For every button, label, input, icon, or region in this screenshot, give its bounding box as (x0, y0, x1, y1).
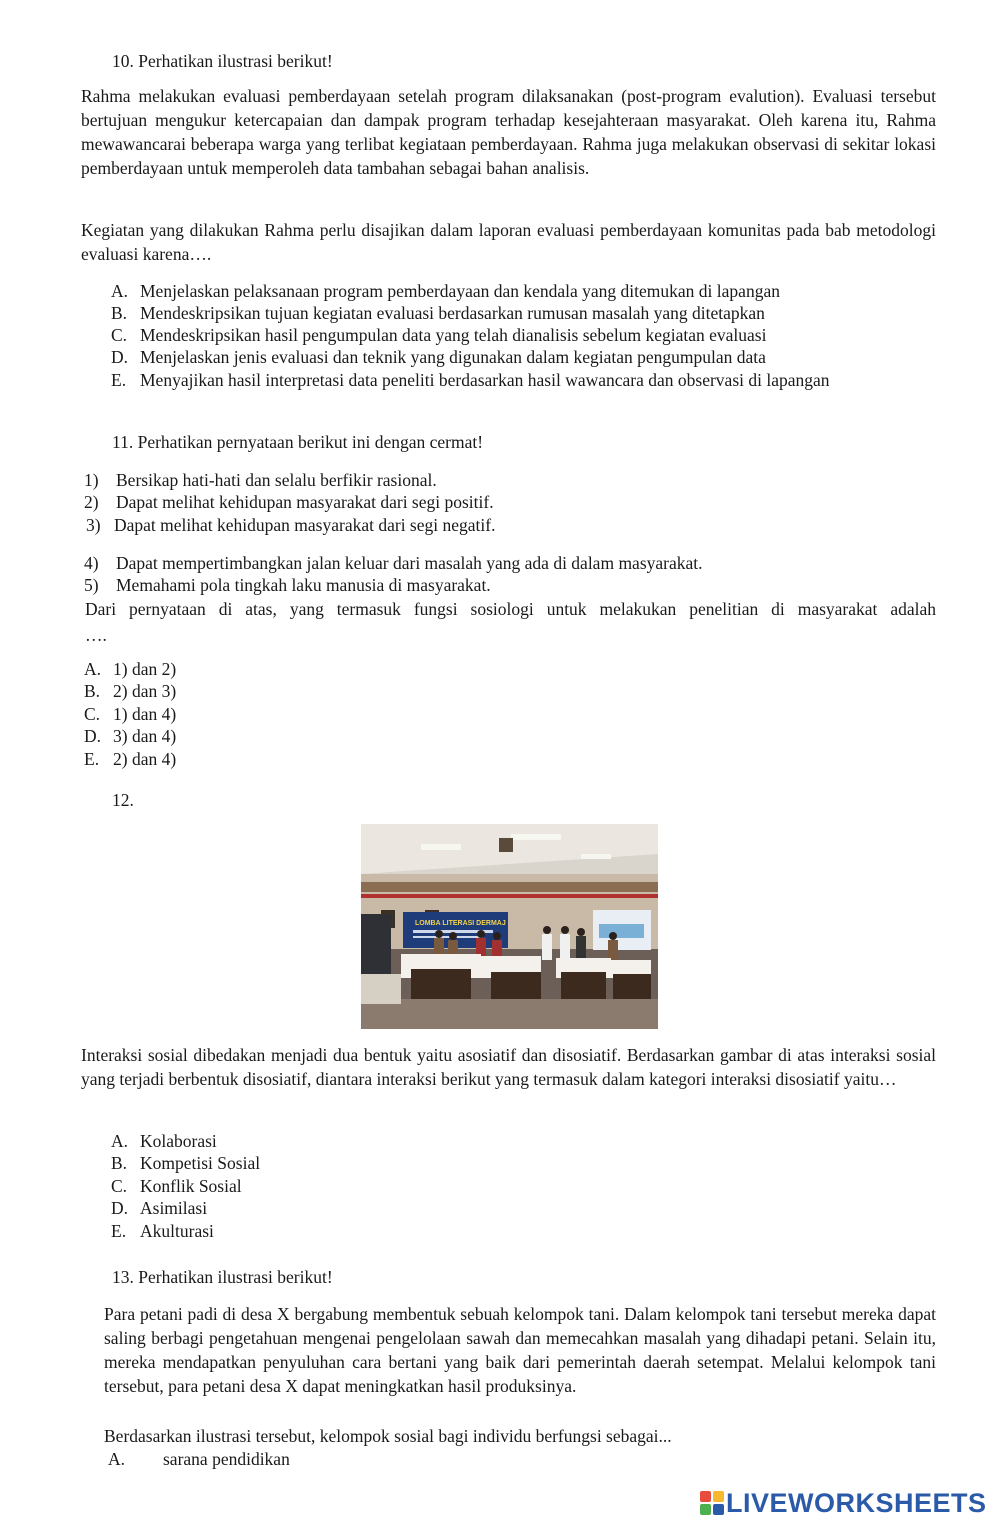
photo-illustration (361, 824, 658, 1029)
q11-option-b[interactable]: B. 2) dan 3) (84, 681, 177, 701)
q11-statement-3: 3) Dapat melihat kehidupan masyarakat dari segi negatif. (86, 515, 496, 535)
q13-paragraph: Para petani padi di desa X bergabung membentuk sebuah kelompok tani. Dalam kelompok tani tersebut mereka dapat saling berbagi pengetahuan mengenai pengelolaan sawah dan memecahkan masalah yang dihadapi petani. Selain itu, mereka mendapatkan penyuluhan cara bertani yang baik dari pemerintah daerah setempat. Melalui kelompok tani tersebut, para petani desa X dapat meningkatkan hasil produksinya. (104, 1304, 936, 1396)
q10-option-e[interactable]: E. Menyajikan hasil interpretasi data peneliti berdasarkan hasil wawancara dan observasi di lapangan (111, 370, 830, 390)
emblem-icon (499, 838, 513, 852)
liveworksheets-logo-icon (700, 1491, 724, 1515)
q10-paragraph-2: Kegiatan yang dilakukan Rahma perlu disajikan dalam laporan evaluasi pemberdayaan komunitas pada bab metodologi evaluasi karena…. (81, 220, 936, 264)
q12-heading: 12. (112, 790, 134, 810)
q10-option-a[interactable]: A. Menjelaskan pelaksanaan program pemberdayaan dan kendala yang ditemukan di lapangan (111, 281, 780, 301)
q11-statement-1: 1) Bersikap hati-hati dan selalu berfikir rasional. (84, 470, 437, 490)
q13-heading: 13. Perhatikan ilustrasi berikut! (112, 1267, 333, 1287)
q11-statement-4: 4) Dapat mempertimbangkan jalan keluar dari masalah yang ada di dalam masyarakat. (84, 553, 703, 573)
liveworksheets-brand: LIVEWORKSHEETS (726, 1487, 987, 1518)
q12-option-c[interactable]: C. Konflik Sosial (111, 1176, 242, 1196)
q13-question: Berdasarkan ilustrasi tersebut, kelompok sosial bagi individu berfungsi sebagai... (104, 1426, 672, 1446)
q13-option-a[interactable]: A. sarana pendidikan (108, 1449, 290, 1469)
q12-option-d[interactable]: D. Asimilasi (111, 1198, 208, 1218)
q10-paragraph-1: Rahma melakukan evaluasi pemberdayaan setelah program dilaksanakan (post-program evalution). Evaluasi tersebut bertujuan mengukur ketercapaian dan dampak program terhadap kesejahteraan masyarakat. Oleh karena itu, Rahma mewawancarai beberapa warga yang terlibat kegiataan pemberdayaan. Rahma juga melakukan observasi di sekitar lokasi pemberdayaan untuk memperoleh data tambahan sebagai bahan analisis. (81, 86, 936, 178)
q12-option-e[interactable]: E. Akulturasi (111, 1221, 214, 1241)
q12-question: Interaksi sosial dibedakan menjadi dua bentuk yaitu asosiatif dan disosiatif. Berdasarkan gambar di atas interaksi sosial yang terjadi berbentuk disosiatif, diantara interaksi berikut yang termasuk dalam kategori interaksi disosiatif yaitu… (81, 1045, 936, 1089)
q11-option-d[interactable]: D. 3) dan 4) (84, 726, 177, 746)
q11-heading: 11. Perhatikan pernyataan berikut ini dengan cermat! (112, 432, 484, 452)
banner-text: LOMBA LITERASI DERMAJ (415, 920, 506, 927)
liveworksheets-logo (700, 1488, 987, 1518)
q11-statement-5: 5) Memahami pola tingkah laku manusia di masyarakat. (84, 575, 491, 595)
q10-option-d[interactable]: D. Menjelaskan jenis evaluasi dan teknik yang digunakan dalam kegiatan pengumpulan data (111, 347, 766, 367)
q11-option-e[interactable]: E. 2) dan 4) (84, 749, 177, 769)
q11-question: Dari pernyataan di atas, yang termasuk fungsi sosiologi untuk melakukan penelitian di masyarakat adalah (85, 599, 936, 619)
q10-heading: 10. Perhatikan ilustrasi berikut! (112, 51, 333, 71)
q12-option-b[interactable]: B. Kompetisi Sosial (111, 1153, 261, 1173)
q10-option-c[interactable]: C. Mendeskripsikan hasil pengumpulan data yang telah dianalisis sebelum kegiatan evaluasi (111, 325, 767, 345)
q11-statement-2: 2) Dapat melihat kehidupan masyarakat dari segi positif. (84, 492, 494, 512)
q11-option-c[interactable]: C. 1) dan 4) (84, 704, 177, 724)
classroom-competition-photo (361, 824, 658, 1029)
q10-option-b[interactable]: B. Mendeskripsikan tujuan kegiatan evaluasi berdasarkan rumusan masalah yang ditetapkan (111, 303, 765, 323)
q11-option-a[interactable]: A. 1) dan 2) (84, 659, 177, 679)
q11-ellipsis: …. (85, 625, 107, 645)
q12-option-a[interactable]: A. Kolaborasi (111, 1131, 217, 1151)
